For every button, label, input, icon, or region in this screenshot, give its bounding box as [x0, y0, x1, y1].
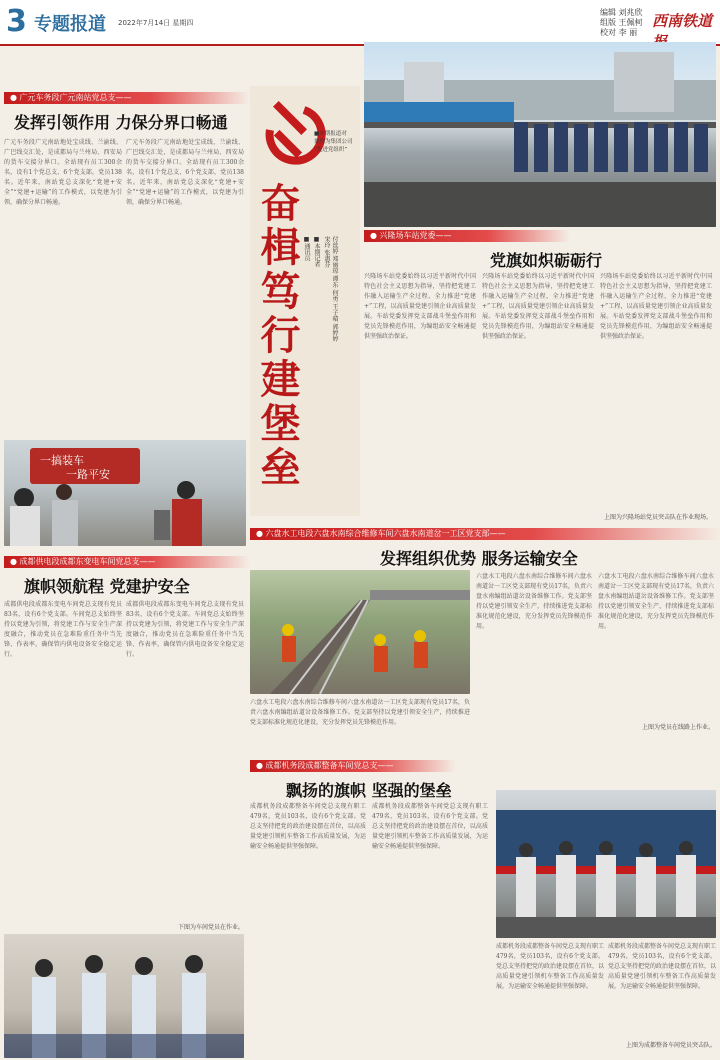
poster-panel [250, 86, 360, 516]
photo-banner-text-1: 一搞装车 [40, 454, 84, 467]
section-banner-xinglong: ● 兴隆场车站党委—— [364, 230, 570, 242]
editor-line: 校对 李 丽 [600, 28, 638, 37]
body-chengdu-col2: 成都供电段成都东变电车间党总支现有党员83名，设有6个党支部。车间党总支始终坚持以党建为引领，将党建工作与安全生产深度融合，推动党员在急难险重任务中当先锋、作表率，确保管内供电设备安全稳定运行。 [126, 601, 244, 658]
body-chengdu-col1: 成都供电段成都东变电车间党总支现有党员83名，设有6个党支部。车间党总支始终坚持以党建为引领，将党建工作与安全生产深度融合，推动党员在急难险重任务中当先锋、作表率，确保管内供电设备安全稳定运行。 [4, 601, 122, 658]
body-xinglong-col3: 兴隆场车站党委始终以习近平新时代中国特色社会主义思想为指导，坚持把党建工作融入运输生产全过程，全力推进“党建+”工程，以高质量党建引领企业高质量发展。车站党委发挥党支部战斗堡垒作用和党员先锋模范作用，为编组站安全畅通提供坚强政治保证。 [600, 273, 712, 340]
photo-liupanshui [250, 570, 470, 694]
paper-logo: 西南铁道 [652, 12, 713, 30]
body-liupanshui-col3: 六盘水工电段六盘水南综合维修车间六盘水南道岔一工区党支部现有党员17名，负责六盘水南编组站道岔设备维修工作。党支部坚持以党建引领安全生产，持续推进党支部标准化规范化建设，充分发挥党员先锋模范作用。 [598, 573, 714, 630]
section-banner-chengdu: ● 成都供电段成都东变电车间党总支—— [4, 556, 250, 568]
body-xinglong-col2: 兴隆场车站党委始终以习近平新时代中国特色社会主义思想为指导，坚持把党建工作融入运输生产全过程，全力推进“党建+”工程，以高质量党建引领企业高质量发展。车站党委发挥党支部战斗堡垒作用和党员先锋模范作用，为编组站安全畅通提供坚强政治保证。 [482, 273, 594, 340]
headline-xinglong: 党旗如炽砺砺行 [490, 251, 603, 270]
editor-line: 编辑 刘兆欣 [600, 8, 643, 17]
headline-guangyuan: 发挥引领作用 力保分界口畅通 [14, 113, 228, 132]
body-liupanshui-col2: 六盘水工电段六盘水南综合维修车间六盘水南道岔一工区党支部现有党员17名，负责六盘水南编组站道岔设备维修工作。党支部坚持以党建引领安全生产，持续推进党支部标准化规范化建设，充分发挥党员先锋模范作用。 [476, 573, 592, 630]
body-guangyuan-col1: 广元车务段广元南站地处宝成线、兰渝线、广巴线交汇处，是成都局与兰州局、西安局的货车交接分界口。全站现有员工300余名，设有1个党总支、6个党支部，党员138名。近年来，南站党总支深化“党建+安全”“党建+运输”的工作模式，以党建为引领，确保分界口畅通。 [4, 139, 122, 206]
poster-topic-line: “先进党组织” [314, 147, 348, 153]
body-chengduke-col3: 成都机务段成都整备车间党总支现有职工479名，党员103名，设有6个党支部。党总支坚持把党的政治建设摆在首位，以高质量党建引领机车整备工作高质量发展，为运输安全畅通提供坚强保障。 [496, 943, 604, 990]
page-number: 3 [6, 4, 27, 39]
section-banner-guangyuan: ● 广元车务段广元南站党总支—— [4, 92, 250, 104]
photo-guangyuan [4, 440, 246, 546]
headline-chengdu: 旗帜领航程 党建护安全 [24, 577, 190, 596]
photo-chengdu-scene [4, 934, 244, 1058]
poster-credit-names: 付丝婷 郑丽琼 谭东 何勇 王子晴 郭婷婷 宋玲 张惠芬 [323, 236, 338, 342]
body-liupanshui-col1: 六盘水工电段六盘水南综合维修车间六盘水南道岔一工区党支部现有党员17名，负责六盘水南编组站道岔设备维修工作。党支部坚持以党建引领安全生产，持续推进党支部标准化规范化建设，充分发挥党员先锋模范作用。 [250, 699, 470, 726]
section-banner-chengduke: ● 成都机务段成都整备车间党总支—— [250, 760, 456, 772]
photo-xinglong [364, 42, 716, 227]
body-chengduke-col1: 成都机务段成都整备车间党总支现有职工479名，党员103名，设有6个党支部。党总支坚持把党的政治建设摆在首位，以高质量党建引领机车整备工作高质量发展，为运输安全畅通提供坚强保障。 [250, 803, 366, 850]
photo-xinglong-scene [364, 42, 716, 227]
photo-chengdu [4, 934, 244, 1058]
masthead [0, 0, 720, 46]
headline-chengduke: 飘扬的旗帜 坚强的堡垒 [286, 781, 452, 800]
date-line: 2022年7月14日 星期四 [118, 19, 194, 27]
poster-topic-note [314, 130, 360, 154]
section-title: 专题报道 [34, 14, 106, 35]
poster-credit-correspondent: ■通讯员 [303, 236, 310, 261]
caption-chengduke: 上图为成都整备车间党员突击队。 [625, 1042, 716, 1049]
poster-credit-heading: ■本期记者 [313, 236, 320, 267]
editor-line: 组版 王佩柯 [600, 18, 643, 27]
photo-guangyuan-scene [4, 440, 246, 546]
caption-chengdu: 下图为车间党员在作业。 [177, 924, 244, 931]
photo-chengduke-scene [496, 790, 716, 938]
body-chengduke-col4: 成都机务段成都整备车间党总支现有职工479名，党员103名，设有6个党支部。党总支坚持把党的政治建设摆在首位，以高质量党建引领机车整备工作高质量发展，为运输安全畅通提供坚强保障。 [608, 943, 716, 990]
body-chengduke-col2: 成都机务段成都整备车间党总支现有职工479名，党员103名，设有6个党支部。党总支坚持把党的政治建设摆在首位，以高质量党建引领机车整备工作高质量发展，为运输安全畅通提供坚强保障。 [372, 803, 488, 850]
body-xinglong-col1: 兴隆场车站党委始终以习近平新时代中国特色社会主义思想为指导，坚持把党建工作融入运输生产全过程，全力推进“党建+”工程，以高质量党建引领企业高质量发展。车站党委发挥党支部战斗堡垒作用和党员先锋模范作用，为编组站安全畅通提供坚强政治保证。 [364, 273, 476, 340]
body-guangyuan-col2: 广元车务段广元南站地处宝成线、兰渝线、广巴线交汇处，是成都局与兰州局、西安局的货车交接分界口。全站现有员工300余名，设有1个党总支、6个党支部，党员138名。近年来，南站党总支深化“党建+安全”“党建+运输”的工作模式，以党建为引领，确保分界口畅通。 [126, 139, 244, 206]
poster-topic-line: ■本期报道对 [314, 131, 347, 137]
caption-liupanshui: 上图为党员在线路上作业。 [641, 724, 714, 731]
editor-credits [600, 8, 644, 38]
section-banner-liupanshui: ● 六盘水工电段六盘水南综合维修车间六盘水南道岔一工区党支部—— [250, 528, 720, 540]
headline-liupanshui: 发挥组织优势 服务运输安全 [380, 549, 578, 568]
caption-xinglong: 上图为兴隆场站党员突击队在作业现场。 [603, 514, 712, 521]
photo-liupanshui-scene [250, 570, 470, 694]
photo-banner-text-2: 一路平安 [66, 468, 110, 481]
poster-topic-line: 象均为集团公司 [314, 139, 353, 145]
photo-chengduke [496, 790, 716, 938]
poster-slogan: 奋楫笃行建堡垒 [254, 182, 301, 490]
